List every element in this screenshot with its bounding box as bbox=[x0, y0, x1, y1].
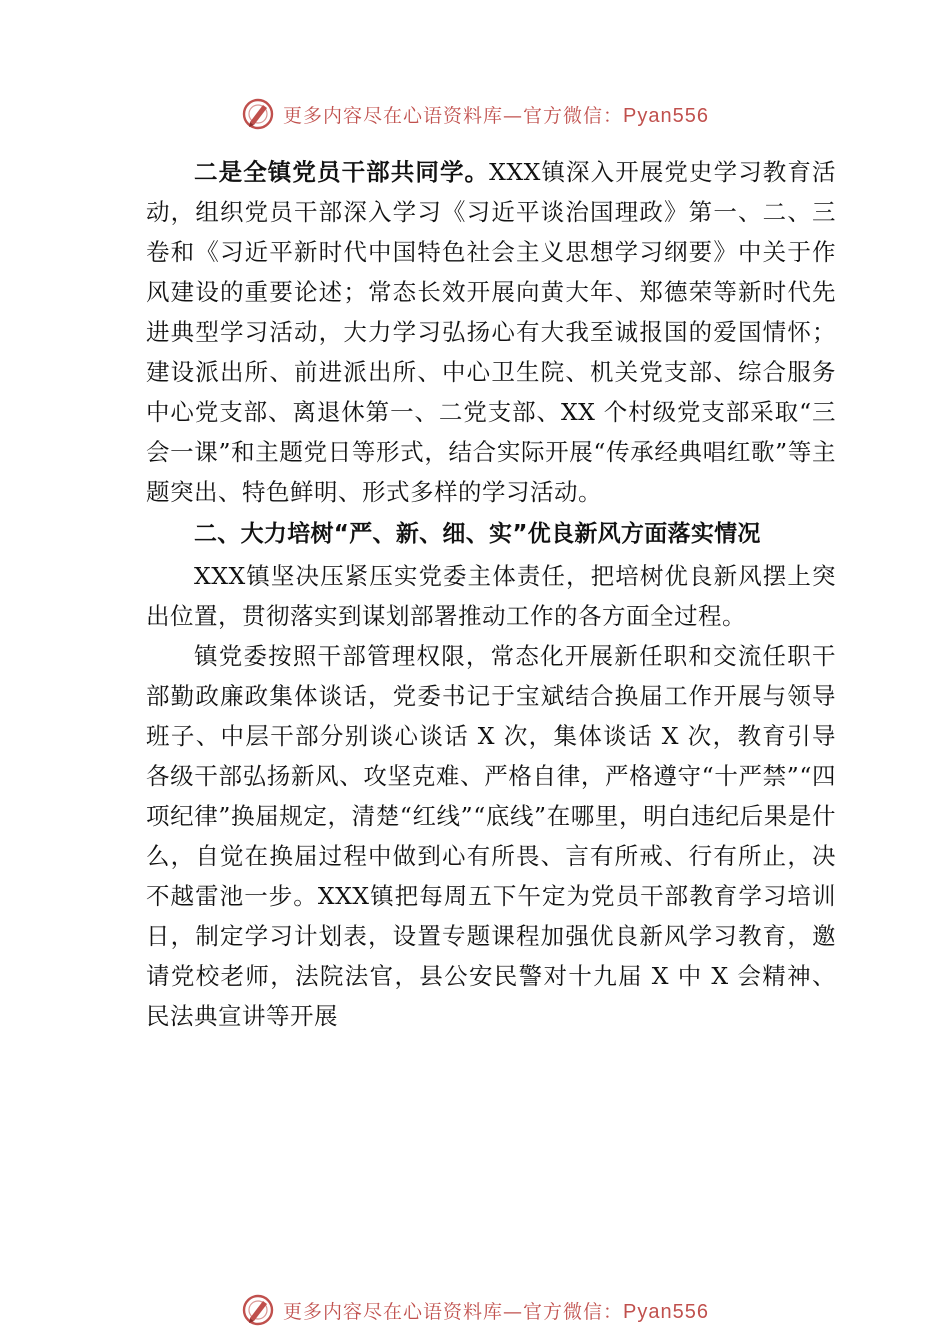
section-heading: 二、大力培树“严、新、细、实”优良新风方面落实情况 bbox=[194, 521, 761, 547]
pen-circle-logo-icon bbox=[241, 1293, 275, 1327]
paragraph-2: XXX镇坚决压紧压实党委主体责任，把培树优良新风摆上突出位置，贯彻落实到谋划部署推动工作的各方面全过程。 bbox=[146, 562, 836, 630]
pen-circle-logo-icon bbox=[241, 97, 275, 131]
paragraph-1-body: XXX镇深入开展党史学习教育活动，组织党员干部深入学习《习近平谈治国理政》第一、二、三卷和《习近平新时代中国特色社会主义思想学习纲要》中关于作风建设的重要论述；常态长效开展向黄大年、郑德荣等新时代先进典型学习活动，大力学习弘扬心有大我至诚报国的爱国情怀；建设派出所、前进派出所、中心卫生院、机关党支部、综合服务中心党支部、离退休第一、二党支部、XX 个村级党支部采取“三会一课”和主题党日等形式，结合实际开展“传承经典唱红歌”等主题突出、特色鲜明、形式多样的学习活动。 bbox=[146, 158, 836, 506]
paragraph-1 bbox=[146, 152, 836, 512]
watermark-text: 更多内容尽在心语资料库—官方微信：Pyan556 bbox=[283, 104, 709, 127]
document-body bbox=[146, 152, 836, 1036]
paragraph-3: 镇党委按照干部管理权限，常态化开展新任职和交流任职干部勤政廉政集体谈话，党委书记于宝斌结合换届工作开展与领导班子、中层干部分别谈心谈话 X 次，集体谈话 X 次，教育引导各级干部弘扬新风、攻坚克难、严格自律，严格遵守“十严禁”“四项纪律”换届规定，清楚“红线”“底线”在哪里，明白违纪后果是什么，自觉在换届过程中做到心有所畏、言有所戒、行有所止，决不越雷池一步。XXX镇把每周五下午定为党员干部教育学习培训日，制定学习计划表，设置专题课程加强优良新风学习教育，邀请党校老师，法院法官，县公安民警对十九届 X 中 X 会精神、民法典宣讲等开展 bbox=[146, 642, 836, 1030]
footer-watermark bbox=[0, 1290, 950, 1330]
watermark-text: 更多内容尽在心语资料库—官方微信：Pyan556 bbox=[283, 1300, 709, 1323]
header-watermark bbox=[0, 94, 950, 134]
paragraph-1-lead: 二是全镇党员干部共同学。 bbox=[194, 158, 490, 186]
